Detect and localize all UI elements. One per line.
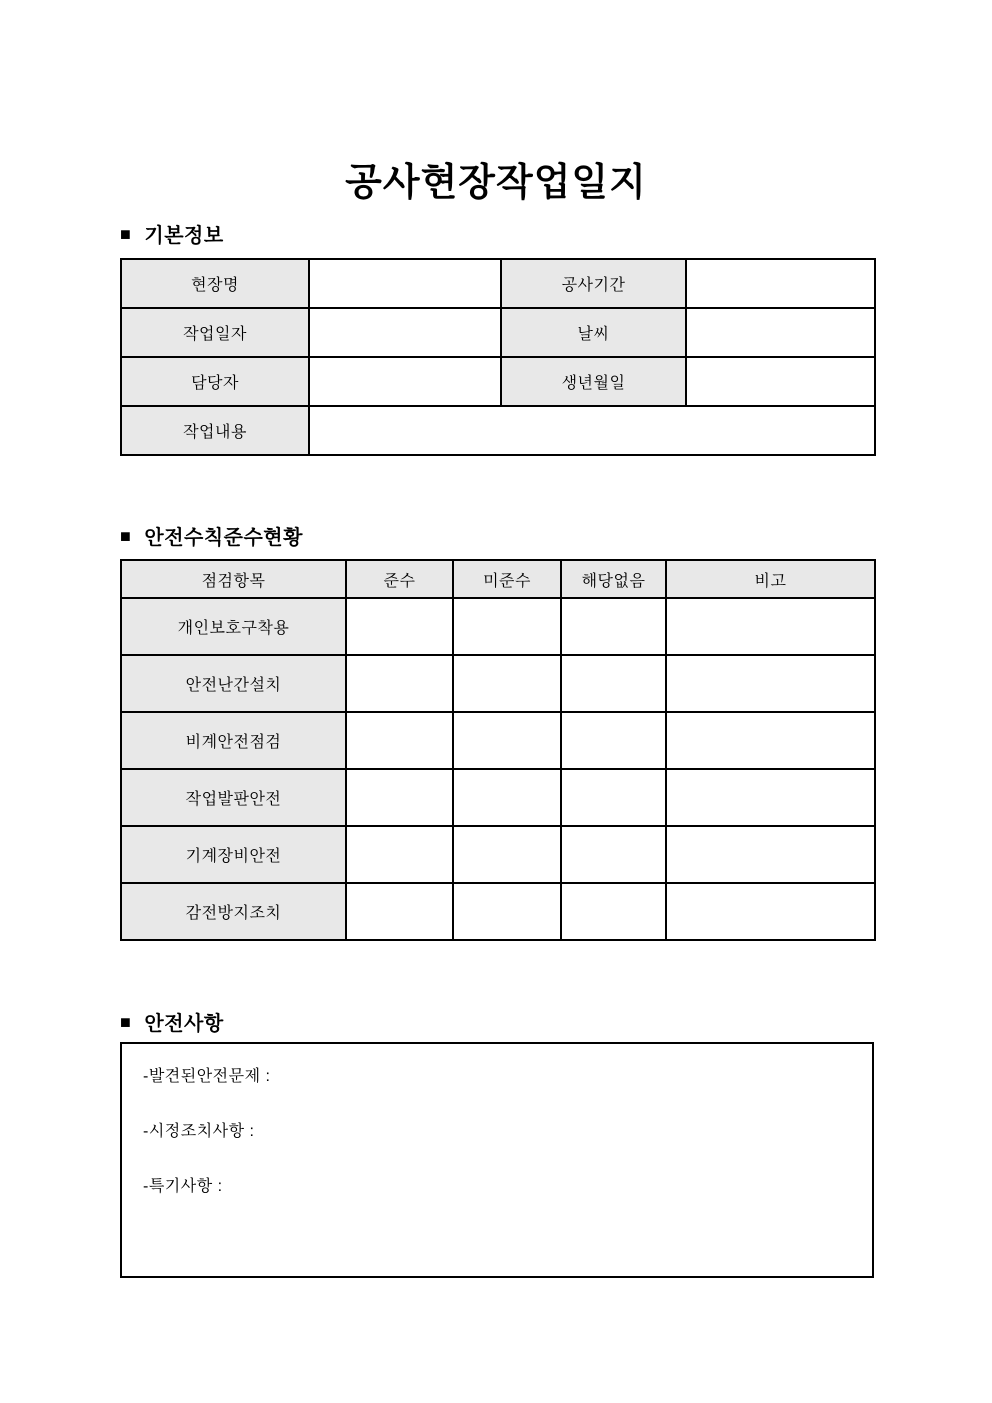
document-title: 공사현장작업일지 — [345, 162, 647, 205]
check-cell-non-compliance[interactable] — [453, 598, 561, 655]
remarks-cell[interactable] — [666, 598, 875, 655]
field-label-construction-period: 공사기간 — [501, 259, 686, 308]
check-cell-not-applicable[interactable] — [561, 769, 666, 826]
remarks-cell[interactable] — [666, 655, 875, 712]
field-value-construction-period[interactable] — [686, 259, 875, 308]
table-row — [121, 259, 875, 308]
item-label-scaffold-inspection: 비계안전점검 — [121, 712, 346, 769]
field-label-work-content: 작업내용 — [121, 406, 309, 455]
check-cell-compliance[interactable] — [346, 883, 453, 940]
check-cell-compliance[interactable] — [346, 769, 453, 826]
item-label-safety-railing: 안전난간설치 — [121, 655, 346, 712]
remarks-cell[interactable] — [666, 883, 875, 940]
table-row — [121, 769, 875, 826]
check-cell-compliance[interactable] — [346, 826, 453, 883]
table-row — [121, 357, 875, 406]
column-header-not-applicable: 해당없음 — [561, 560, 666, 598]
field-value-weather[interactable] — [686, 308, 875, 357]
check-cell-not-applicable[interactable] — [561, 826, 666, 883]
field-label-weather: 날씨 — [501, 308, 686, 357]
table-row — [121, 712, 875, 769]
section-heading-safety-notes — [120, 1007, 224, 1036]
table-row — [121, 308, 875, 357]
section-heading-basic-info-label: 기본정보 — [144, 225, 224, 247]
column-header-inspection-item: 점검항목 — [121, 560, 346, 598]
check-cell-not-applicable[interactable] — [561, 655, 666, 712]
field-label-site-name: 현장명 — [121, 259, 309, 308]
remarks-cell[interactable] — [666, 826, 875, 883]
section-heading-safety-compliance-label: 안전수칙준수현황 — [144, 527, 303, 549]
field-value-birth-date[interactable] — [686, 357, 875, 406]
item-label-electric-shock-prevention: 감전방지조치 — [121, 883, 346, 940]
safety-notes-box[interactable] — [120, 1042, 874, 1278]
field-label-work-date: 작업일자 — [121, 308, 309, 357]
safety-notes-content — [122, 1044, 872, 1197]
column-header-compliance: 준수 — [346, 560, 453, 598]
remarks-cell[interactable] — [666, 712, 875, 769]
check-cell-compliance[interactable] — [346, 712, 453, 769]
safety-compliance-table — [120, 559, 876, 941]
check-cell-compliance[interactable] — [346, 655, 453, 712]
square-bullet-icon: ■ — [120, 223, 132, 244]
table-header-row — [121, 560, 875, 598]
check-cell-non-compliance[interactable] — [453, 826, 561, 883]
remarks-cell[interactable] — [666, 769, 875, 826]
column-header-non-compliance: 미준수 — [453, 560, 561, 598]
check-cell-not-applicable[interactable] — [561, 883, 666, 940]
column-header-remarks: 비고 — [666, 560, 875, 598]
field-value-person-in-charge[interactable] — [309, 357, 501, 406]
table-row — [121, 406, 875, 455]
table-row — [121, 883, 875, 940]
field-value-work-content[interactable] — [309, 406, 875, 455]
square-bullet-icon: ■ — [120, 525, 132, 546]
item-label-ppe-wearing: 개인보호구착용 — [121, 598, 346, 655]
field-value-work-date[interactable] — [309, 308, 501, 357]
check-cell-not-applicable[interactable] — [561, 598, 666, 655]
check-cell-non-compliance[interactable] — [453, 769, 561, 826]
item-label-machinery-safety: 기계장비안전 — [121, 826, 346, 883]
square-bullet-icon: ■ — [120, 1011, 132, 1032]
note-line-found-safety-issues: -발견된안전문제 : — [143, 1068, 271, 1085]
field-value-site-name[interactable] — [309, 259, 501, 308]
check-cell-compliance[interactable] — [346, 598, 453, 655]
check-cell-not-applicable[interactable] — [561, 712, 666, 769]
section-heading-safety-notes-label: 안전사항 — [144, 1013, 224, 1035]
note-line-special-remarks: -특기사항 : — [143, 1178, 223, 1195]
table-row — [121, 826, 875, 883]
section-heading-basic-info — [120, 219, 224, 248]
table-row — [121, 655, 875, 712]
section-heading-safety-compliance — [120, 521, 303, 550]
check-cell-non-compliance[interactable] — [453, 712, 561, 769]
field-label-person-in-charge: 담당자 — [121, 357, 309, 406]
table-row — [121, 598, 875, 655]
check-cell-non-compliance[interactable] — [453, 655, 561, 712]
check-cell-non-compliance[interactable] — [453, 883, 561, 940]
basic-info-table — [120, 258, 876, 456]
field-label-birth-date: 생년월일 — [501, 357, 686, 406]
note-line-corrective-actions: -시정조치사항 : — [143, 1123, 255, 1140]
item-label-work-platform: 작업발판안전 — [121, 769, 346, 826]
